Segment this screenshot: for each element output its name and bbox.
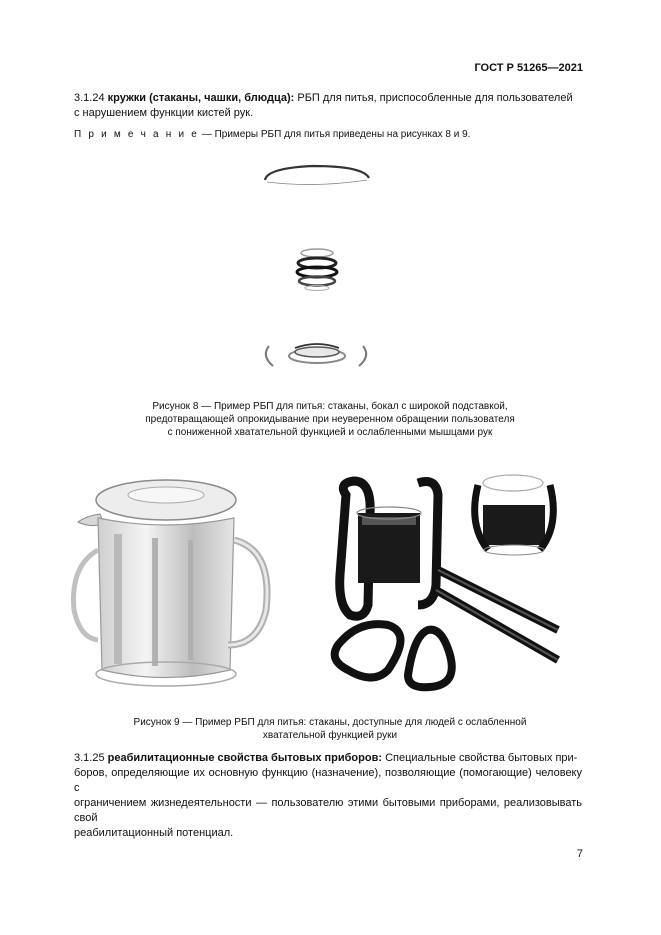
note: [74, 129, 470, 140]
section-definition-cont: реабилитационный потенциал.: [74, 827, 234, 839]
stacked-rings: [297, 249, 337, 291]
section-number: 3.1.24: [74, 92, 105, 104]
straps: [436, 570, 558, 660]
wide-base: [266, 344, 366, 366]
section-definition-cont: ограничением жизнедеятельности — пользователю этими бытовыми приборами, реализовывать свой: [74, 797, 582, 824]
caption-line: хватательной функцией руки: [262, 730, 398, 741]
section-definition: Специальные свойства бытовых при-: [385, 752, 578, 764]
page-number: 7: [576, 848, 583, 860]
caption-line: Рисунок 9 — Пример РБП для питья: стаканы, доступные для людей с ослабленной: [133, 717, 527, 728]
standard-code-header: ГОСТ Р 51265—2021: [474, 62, 583, 74]
figure-9-cup-image: [68, 470, 278, 700]
caption-line: Рисунок 8 — Пример РБП для питья: стаканы, бокал с широкой подставкой,: [152, 401, 508, 412]
section-term: кружки (стаканы, чашки, блюдца):: [107, 92, 295, 104]
section-3-1-24: [74, 91, 582, 121]
cup-holder-large: [340, 481, 438, 616]
section-number: 3.1.25: [74, 752, 105, 764]
triangle-loops: [335, 624, 452, 687]
figure-9-holders-image: [318, 455, 563, 705]
section-definition-cont: боров, определяющие их основную функцию (назначение), позволяющие (помогающие) человеку с: [74, 767, 582, 794]
caption-line: предотвращающей опрокидывание при неуверенном обращении пользователя: [145, 414, 515, 425]
section-definition: РБП для питья, приспособленные для пользователей: [297, 92, 573, 104]
section-definition-cont: с нарушением функции кистей рук.: [74, 107, 254, 119]
figure-8-image: [255, 160, 385, 380]
glass-rim-ring: [265, 166, 369, 180]
figure-8-caption: [74, 400, 586, 439]
cup-holder-small: [475, 475, 554, 555]
figure-9-caption: [74, 716, 586, 742]
caption-line: с пониженной хватательной функцией и ослабленными мышцами рук: [167, 427, 493, 438]
note-label: П р и м е ч а н и е: [74, 129, 200, 140]
section-3-1-25: [74, 751, 582, 841]
note-text: — Примеры РБП для питья приведены на рисунках 8 и 9.: [201, 129, 471, 140]
section-term: реабилитационные свойства бытовых приборов:: [107, 752, 383, 764]
